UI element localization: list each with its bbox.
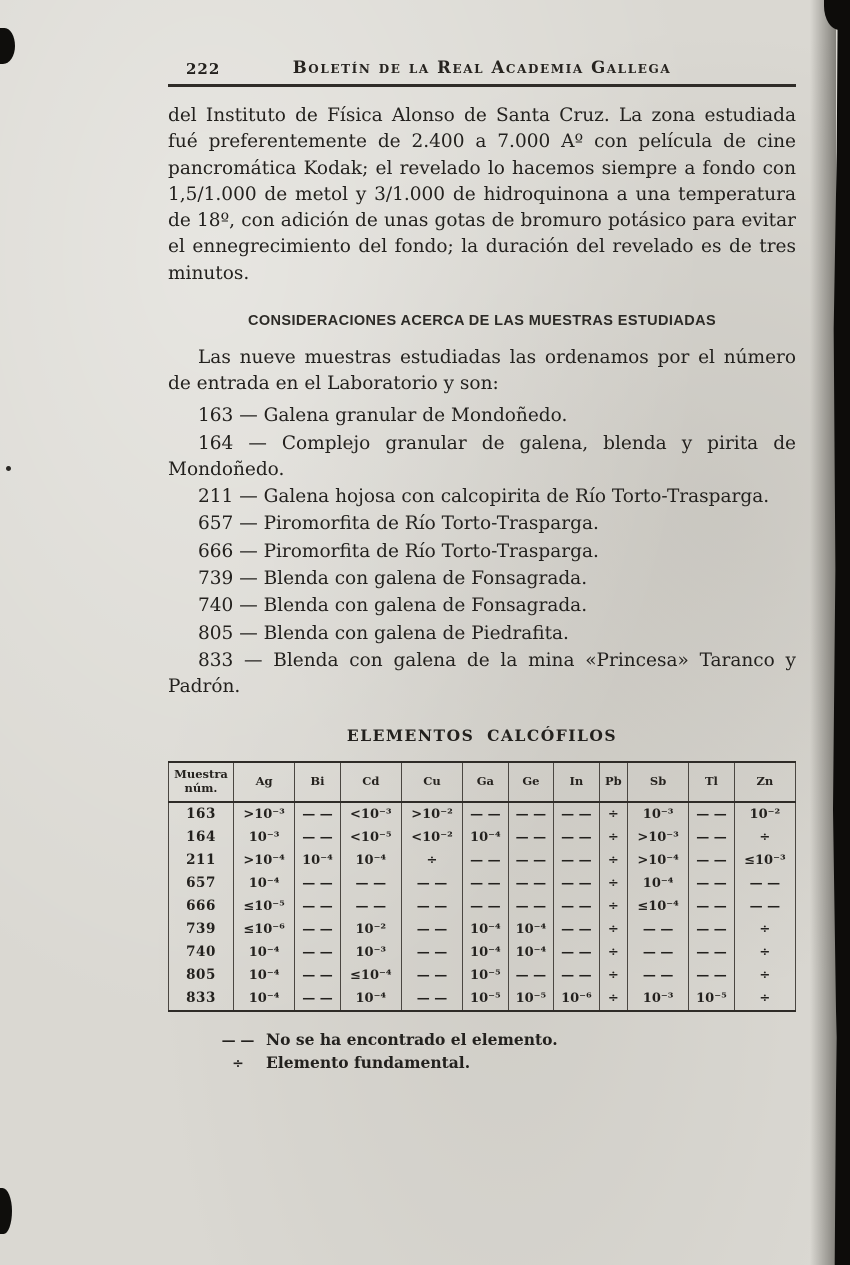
value-cell: — — <box>554 941 600 964</box>
value-cell: 10⁻⁴ <box>234 987 295 1011</box>
value-cell: — — <box>508 802 554 826</box>
legend-symbol: ÷ <box>232 1055 244 1072</box>
value-cell: 10⁻⁴ <box>234 964 295 987</box>
column-header: Muestra núm. <box>169 762 234 802</box>
value-cell: ÷ <box>599 987 627 1011</box>
value-cell: >10⁻² <box>401 802 462 826</box>
legend-row <box>210 1030 796 1049</box>
sample-number-cell: 805 <box>186 967 216 984</box>
value-cell: 10⁻⁴ <box>508 941 554 964</box>
paragraph-samples-intro: Las nueve muestras estudiadas las ordenamos por el número de entrada en el Laboratorio y son: <box>168 346 796 395</box>
value-cell: — — <box>734 872 795 895</box>
table-row <box>169 826 796 849</box>
header-rule <box>168 84 796 87</box>
value-cell: ÷ <box>599 826 627 849</box>
page-number: 222 <box>186 60 221 78</box>
value-cell: 10⁻⁵ <box>463 964 509 987</box>
legend-row <box>210 1053 796 1072</box>
value-cell: — — <box>295 941 341 964</box>
column-header: Cu <box>401 762 462 802</box>
value-cell: — — <box>689 849 735 872</box>
sample-number-cell: 740 <box>186 944 216 961</box>
value-cell: ≤10⁻⁴ <box>628 895 689 918</box>
value-cell: <10⁻³ <box>340 802 401 826</box>
value-cell: 10⁻³ <box>628 802 689 826</box>
value-cell: ÷ <box>401 849 462 872</box>
sample-number-cell: 666 <box>186 898 216 915</box>
section-heading: CONSIDERACIONES ACERCA DE LAS MUESTRAS ESTUDIADAS <box>247 312 717 329</box>
table-row <box>169 941 796 964</box>
value-cell: 10⁻³ <box>234 826 295 849</box>
value-cell: — — <box>689 826 735 849</box>
value-cell: 10⁻⁴ <box>508 918 554 941</box>
sample-item: 666 — Piromorfita de Río Torto-Trasparga. <box>198 540 599 562</box>
value-cell: — — <box>554 895 600 918</box>
scan-artifact-bottom-left <box>0 1188 12 1234</box>
value-cell: — — <box>508 964 554 987</box>
value-cell: — — <box>295 826 341 849</box>
value-cell: — — <box>689 802 735 826</box>
value-cell: 10⁻³ <box>628 987 689 1011</box>
value-cell: <10⁻⁵ <box>340 826 401 849</box>
value-cell: — — <box>689 895 735 918</box>
value-cell: ÷ <box>734 987 795 1011</box>
value-cell: — — <box>295 987 341 1011</box>
value-cell: 10⁻⁴ <box>463 826 509 849</box>
sample-list <box>168 403 796 700</box>
value-cell: ÷ <box>599 941 627 964</box>
value-cell: — — <box>340 895 401 918</box>
value-cell: — — <box>734 895 795 918</box>
value-cell: 10⁻⁵ <box>689 987 735 1011</box>
value-cell: — — <box>554 918 600 941</box>
value-cell: ÷ <box>734 826 795 849</box>
value-cell: — — <box>340 872 401 895</box>
value-cell: — — <box>689 918 735 941</box>
value-cell: ÷ <box>599 849 627 872</box>
value-cell: — — <box>401 964 462 987</box>
value-cell: — — <box>295 802 341 826</box>
value-cell: — — <box>401 941 462 964</box>
value-cell: >10⁻³ <box>234 802 295 826</box>
elements-table <box>168 761 796 1012</box>
column-header: Pb <box>599 762 627 802</box>
value-cell: — — <box>554 849 600 872</box>
column-header: Ga <box>463 762 509 802</box>
value-cell: — — <box>508 826 554 849</box>
value-cell: — — <box>689 872 735 895</box>
value-cell: 10⁻⁴ <box>295 849 341 872</box>
value-cell: ÷ <box>734 941 795 964</box>
value-cell: — — <box>554 802 600 826</box>
value-cell: 10⁻² <box>340 918 401 941</box>
value-cell: ≤10⁻⁵ <box>234 895 295 918</box>
value-cell: >10⁻³ <box>628 826 689 849</box>
value-cell: — — <box>463 849 509 872</box>
column-header: Cd <box>340 762 401 802</box>
journal-title: Boletín de la Real Academia Gallega <box>292 58 672 77</box>
table-row <box>169 802 796 826</box>
value-cell: ÷ <box>734 918 795 941</box>
value-cell: 10⁻⁴ <box>463 941 509 964</box>
value-cell: — — <box>508 895 554 918</box>
scan-edge-shadow <box>810 0 836 1265</box>
page-header <box>168 58 796 77</box>
value-cell: — — <box>689 941 735 964</box>
sample-item: 739 — Blenda con galena de Fonsagrada. <box>198 567 588 589</box>
table-legend <box>210 1030 796 1072</box>
legend-text: No se ha encontrado el elemento. <box>266 1029 558 1049</box>
column-header: In <box>554 762 600 802</box>
value-cell: 10⁻⁶ <box>554 987 600 1011</box>
sample-number-cell: 164 <box>186 829 216 846</box>
value-cell: — — <box>628 918 689 941</box>
sample-item: 805 — Blenda con galena de Piedrafita. <box>198 622 569 644</box>
sample-number-cell: 211 <box>186 852 216 869</box>
value-cell: — — <box>295 918 341 941</box>
table-header-row <box>169 762 796 802</box>
value-cell: — — <box>401 987 462 1011</box>
value-cell: — — <box>295 964 341 987</box>
table-row <box>169 918 796 941</box>
value-cell: — — <box>463 802 509 826</box>
value-cell: — — <box>295 872 341 895</box>
value-cell: ≤10⁻³ <box>734 849 795 872</box>
value-cell: <10⁻² <box>401 826 462 849</box>
legend-text: Elemento fundamental. <box>266 1052 471 1072</box>
sample-item: 740 — Blenda con galena de Fonsagrada. <box>198 595 588 617</box>
value-cell: — — <box>401 918 462 941</box>
table-row <box>169 964 796 987</box>
value-cell: ÷ <box>599 802 627 826</box>
value-cell: — — <box>508 849 554 872</box>
value-cell: ≤10⁻⁶ <box>234 918 295 941</box>
value-cell: — — <box>401 872 462 895</box>
value-cell: ÷ <box>599 918 627 941</box>
column-header: Zn <box>734 762 795 802</box>
table-row <box>169 987 796 1011</box>
sample-item: 657 — Piromorfita de Río Torto-Trasparga. <box>198 513 599 535</box>
column-header: Sb <box>628 762 689 802</box>
value-cell: — — <box>554 826 600 849</box>
page-content <box>168 58 796 1076</box>
value-cell: 10⁻³ <box>340 941 401 964</box>
value-cell: ÷ <box>734 964 795 987</box>
value-cell: 10⁻² <box>734 802 795 826</box>
value-cell: 10⁻⁴ <box>340 849 401 872</box>
value-cell: — — <box>628 941 689 964</box>
value-cell: — — <box>295 895 341 918</box>
legend-symbol: — — <box>221 1032 255 1049</box>
value-cell: 10⁻⁵ <box>463 987 509 1011</box>
value-cell: — — <box>554 964 600 987</box>
paragraph-intro: del Instituto de Física Alonso de Santa Cruz. La zona estudiada fué preferentemente de 2.400 a 7.000 Aº con película de cine pancromática Kodak; el revelado lo hacemos siempre a fondo con 1,5/1.000 de metol y 3/1.000 de hidroquinona a una temperatura de 18º, con adición de unas gotas de bromuro potásico para evitar el ennegrecimiento del fondo; la duración del revelado es de tres minutos. <box>168 105 796 284</box>
value-cell: — — <box>463 872 509 895</box>
column-header: Bi <box>295 762 341 802</box>
sample-item: 163 — Galena granular de Mondoñedo. <box>198 405 568 427</box>
value-cell: — — <box>628 964 689 987</box>
value-cell: >10⁻⁴ <box>234 849 295 872</box>
value-cell: 10⁻⁴ <box>340 987 401 1011</box>
column-header: Tl <box>689 762 735 802</box>
sample-number-cell: 163 <box>186 806 216 823</box>
value-cell: — — <box>554 872 600 895</box>
value-cell: — — <box>463 895 509 918</box>
value-cell: ≤10⁻⁴ <box>340 964 401 987</box>
value-cell: 10⁻⁴ <box>463 918 509 941</box>
value-cell: — — <box>401 895 462 918</box>
value-cell: ÷ <box>599 872 627 895</box>
value-cell: 10⁻⁴ <box>628 872 689 895</box>
sample-number-cell: 657 <box>186 875 216 892</box>
value-cell: — — <box>689 964 735 987</box>
scan-artifact-speck <box>6 466 11 471</box>
scan-artifact-top-left <box>0 28 15 64</box>
value-cell: ÷ <box>599 964 627 987</box>
sample-item: 211 — Galena hojosa con calcopirita de Río Torto-Trasparga. <box>198 486 770 508</box>
table-row <box>169 895 796 918</box>
column-header: Ag <box>234 762 295 802</box>
sample-number-cell: 739 <box>186 921 216 938</box>
column-header: Ge <box>508 762 554 802</box>
table-row <box>169 872 796 895</box>
table-body <box>169 802 796 1011</box>
value-cell: 10⁻⁵ <box>508 987 554 1011</box>
sample-number-cell: 833 <box>186 990 216 1007</box>
sample-item: 164 — Complejo granular de galena, blenda y pirita de Mondoñedo. <box>168 432 796 480</box>
value-cell: >10⁻⁴ <box>628 849 689 872</box>
table-row <box>169 849 796 872</box>
sample-item: 833 — Blenda con galena de la mina «Princesa» Taranco y Padrón. <box>168 649 796 698</box>
table-title: ELEMENTOS CALCÓFILOS <box>346 726 618 746</box>
value-cell: — — <box>508 872 554 895</box>
value-cell: ÷ <box>599 895 627 918</box>
value-cell: 10⁻⁴ <box>234 941 295 964</box>
value-cell: 10⁻⁴ <box>234 872 295 895</box>
table-head <box>169 762 796 802</box>
